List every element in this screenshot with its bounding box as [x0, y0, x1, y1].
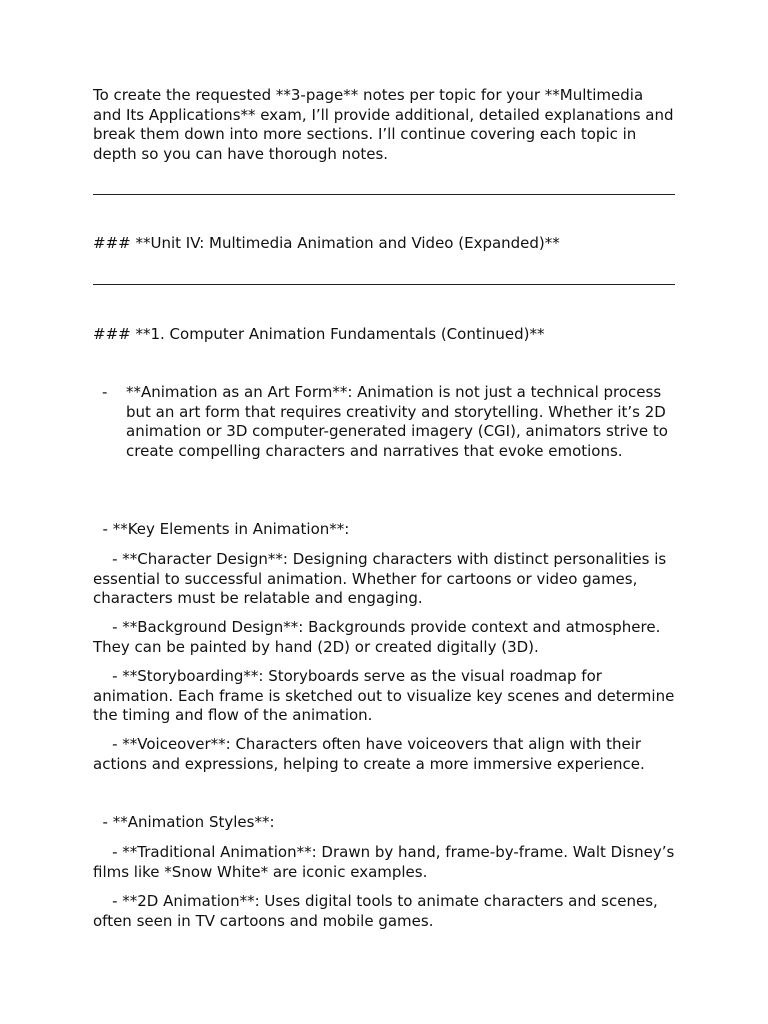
section-heading: ### **1. Computer Animation Fundamentals (Continued)** — [93, 325, 545, 343]
key-elements-heading: - **Key Elements in Animation**: — [93, 520, 350, 538]
bullet-marker: - — [102, 383, 108, 401]
traditional-animation-item: - **Traditional Animation**: Drawn by hand, frame-by-frame. Walt Disney’s films like *Snow White* are iconic examples. — [93, 843, 680, 881]
character-design-item: - **Character Design**: Designing characters with distinct personalities is essential to successful animation. Whether for cartoons or video games, characters must be relatable and engaging. — [93, 550, 671, 607]
horizontal-rule-top — [93, 194, 675, 195]
art-form-bullet-text: **Animation as an Art Form**: Animation is not just a technical process but an art form that requires creativity and storytelling. Whether it’s 2D animation or 3D computer-generated imagery (CGI), animators strive to create compelling characters and narratives that evoke emotions. — [126, 383, 668, 460]
animation-styles-heading: - **Animation Styles**: — [93, 813, 275, 831]
voiceover-item: - **Voiceover**: Characters often have voiceovers that align with their actions and expressions, helping to create a more immersive experience. — [93, 735, 646, 773]
2d-animation-item: - **2D Animation**: Uses digital tools to animate characters and scenes, often seen in TV cartoons and mobile games. — [93, 892, 663, 930]
unit-heading: ### **Unit IV: Multimedia Animation and Video (Expanded)** — [93, 234, 560, 252]
horizontal-rule-bottom — [93, 284, 675, 285]
storyboarding-item: - **Storyboarding**: Storyboards serve as the visual roadmap for animation. Each frame is sketched out to visualize key scenes and determine the timing and flow of the animation. — [93, 667, 680, 724]
intro-paragraph: To create the requested **3-page** notes per topic for your **Multimedia and Its Applications** exam, I’ll provide additional, detailed explanations and break them down into more sections. I’ll continue covering each topic in depth so you can have thorough notes. — [93, 86, 674, 163]
background-design-item: - **Background Design**: Backgrounds provide context and atmosphere. They can be painted by hand (2D) or created digitally (3D). — [93, 618, 666, 656]
